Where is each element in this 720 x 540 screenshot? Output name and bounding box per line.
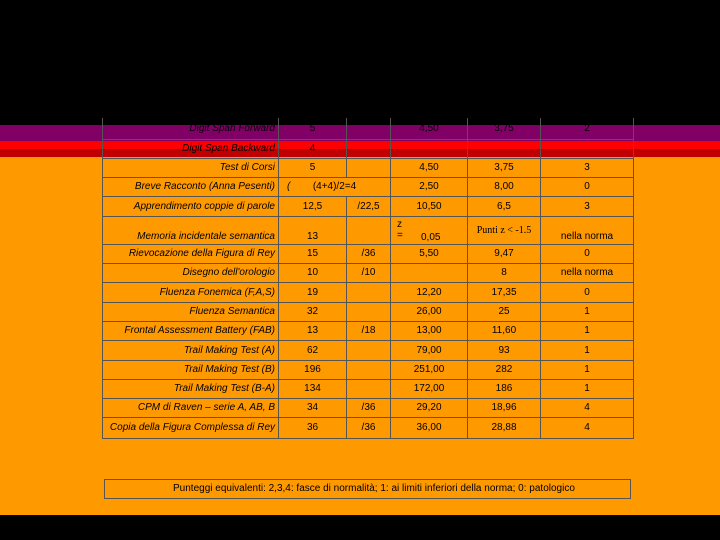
cutoff-score: 25 <box>468 302 541 321</box>
equivalent-score: 2 <box>541 118 634 139</box>
test-name: Fluenza Fonemica (F,A,S) <box>103 282 279 302</box>
equivalent-score: 3 <box>541 158 634 177</box>
test-name <box>103 177 291 196</box>
z-label-top: z <box>397 218 402 230</box>
test-name: Test di Corsi <box>103 158 279 177</box>
raw-score: 5 <box>279 158 347 177</box>
table-row <box>103 244 634 263</box>
raw-score: 5 <box>279 118 347 139</box>
raw-score: 196 <box>279 360 347 379</box>
cutoff-score: 3,75 <box>468 158 541 177</box>
max-score: /10 <box>347 263 391 282</box>
equivalent-score: 1 <box>541 340 634 360</box>
max-score: /36 <box>347 398 391 417</box>
cutoff-score: 18,96 <box>468 398 541 417</box>
table-row <box>103 379 634 398</box>
equivalent-score: 0 <box>541 177 634 196</box>
header-band <box>0 0 720 125</box>
max-score <box>347 340 391 360</box>
cutoff-score: 93 <box>468 340 541 360</box>
equivalent-score: 0 <box>541 282 634 302</box>
table-row <box>103 340 634 360</box>
equivalent-score: 1 <box>541 321 634 340</box>
corrected-score: 26,00 <box>391 302 468 321</box>
table-row <box>103 118 634 139</box>
max-score: /36 <box>347 417 391 438</box>
z-score-cell <box>391 216 468 244</box>
corrected-score: 4,50 <box>391 118 468 139</box>
cutoff-score <box>468 139 541 158</box>
corrected-score: 172,00 <box>391 379 468 398</box>
table-row <box>103 216 634 244</box>
cutoff-score: 11,60 <box>468 321 541 340</box>
test-name: Digit Span Forward <box>103 118 279 139</box>
table-row <box>103 360 634 379</box>
max-score <box>347 379 391 398</box>
footnote-box: Punteggi equivalenti: 2,3,4: fasce di normalità; 1: ai limiti inferiori della norma; 0: patologico <box>104 479 631 499</box>
raw-score: 13 <box>279 216 347 244</box>
test-name: Trail Making Test (A) <box>103 340 279 360</box>
cutoff-score: 28,88 <box>468 417 541 438</box>
table-row <box>103 282 634 302</box>
table-row <box>103 177 634 196</box>
equivalent-score: nella norma <box>541 216 634 244</box>
corrected-score: 12,20 <box>391 282 468 302</box>
max-score: /36 <box>347 244 391 263</box>
equivalent-score <box>541 139 634 158</box>
equivalent-score: 3 <box>541 196 634 216</box>
raw-score: 62 <box>279 340 347 360</box>
test-name: Digit Span Backward <box>103 139 279 158</box>
cutoff-score: 282 <box>468 360 541 379</box>
table-row <box>103 263 634 282</box>
corrected-score: 29,20 <box>391 398 468 417</box>
test-name: Fluenza Semantica <box>103 302 279 321</box>
corrected-score: 79,00 <box>391 340 468 360</box>
table-row <box>103 139 634 158</box>
corrected-score <box>391 263 468 282</box>
raw-score: (4+4)/2=4 <box>279 177 391 196</box>
cutoff-score: 8,00 <box>468 177 541 196</box>
equivalent-score: nella norma <box>541 263 634 282</box>
cutoff-score: 9,47 <box>468 244 541 263</box>
test-name-label: Breve Racconto (Anna Pesenti) <box>134 181 275 192</box>
table-row <box>103 398 634 417</box>
raw-score: 36 <box>279 417 347 438</box>
raw-score: 12,5 <box>279 196 347 216</box>
max-score: /18 <box>347 321 391 340</box>
test-name: Trail Making Test (B) <box>103 360 279 379</box>
raw-score: 34 <box>279 398 347 417</box>
footer-band <box>0 515 720 540</box>
z-label-bottom: = <box>397 229 403 241</box>
max-score: /22,5 <box>347 196 391 216</box>
cutoff-score: 186 <box>468 379 541 398</box>
corrected-score: 13,00 <box>391 321 468 340</box>
z-value: 0,05 <box>421 231 441 243</box>
max-score <box>347 216 391 244</box>
corrected-score: 251,00 <box>391 360 468 379</box>
test-name: Disegno dell'orologio <box>103 263 279 282</box>
paren-mark: ( <box>287 181 291 192</box>
test-name: CPM di Raven – serie A, AB, B <box>103 398 279 417</box>
max-score <box>347 302 391 321</box>
equivalent-score: 1 <box>541 379 634 398</box>
equivalent-score: 1 <box>541 360 634 379</box>
raw-score: 13 <box>279 321 347 340</box>
equivalent-score: 4 <box>541 398 634 417</box>
table-row <box>103 321 634 340</box>
test-name: Rievocazione della Figura di Rey <box>103 244 279 263</box>
corrected-score: 2,50 <box>391 177 468 196</box>
raw-score: 15 <box>279 244 347 263</box>
raw-score: 10 <box>279 263 347 282</box>
max-score <box>347 139 391 158</box>
cutoff-score: 6,5 <box>468 196 541 216</box>
cutoff-score: 17,35 <box>468 282 541 302</box>
raw-score: 19 <box>279 282 347 302</box>
test-name: Memoria incidentale semantica <box>103 216 279 244</box>
corrected-score: 4,50 <box>391 158 468 177</box>
corrected-score: 10,50 <box>391 196 468 216</box>
raw-score: 134 <box>279 379 347 398</box>
max-score <box>347 118 391 139</box>
cutoff-score: 8 <box>468 263 541 282</box>
corrected-score <box>391 139 468 158</box>
test-name: Apprendimento coppie di parole <box>103 196 279 216</box>
cutoff-score: 3,75 <box>468 118 541 139</box>
equivalent-score: 0 <box>541 244 634 263</box>
table-row <box>103 158 634 177</box>
corrected-score: 5,50 <box>391 244 468 263</box>
table-row <box>103 417 634 438</box>
raw-score: 32 <box>279 302 347 321</box>
equivalent-score: 1 <box>541 302 634 321</box>
test-name: Frontal Assessment Battery (FAB) <box>103 321 279 340</box>
equivalent-score: 4 <box>541 417 634 438</box>
max-score <box>347 158 391 177</box>
table-row <box>103 196 634 216</box>
test-name: Trail Making Test (B-A) <box>103 379 279 398</box>
cutoff-score: Punti z < -1.5 <box>468 216 541 244</box>
raw-score: 4 <box>279 139 347 158</box>
table-row <box>103 302 634 321</box>
test-name: Copia della Figura Complessa di Rey <box>103 417 279 438</box>
max-score <box>347 360 391 379</box>
corrected-score: 36,00 <box>391 417 468 438</box>
max-score <box>347 282 391 302</box>
results-table <box>102 118 634 439</box>
z-label <box>397 219 403 241</box>
